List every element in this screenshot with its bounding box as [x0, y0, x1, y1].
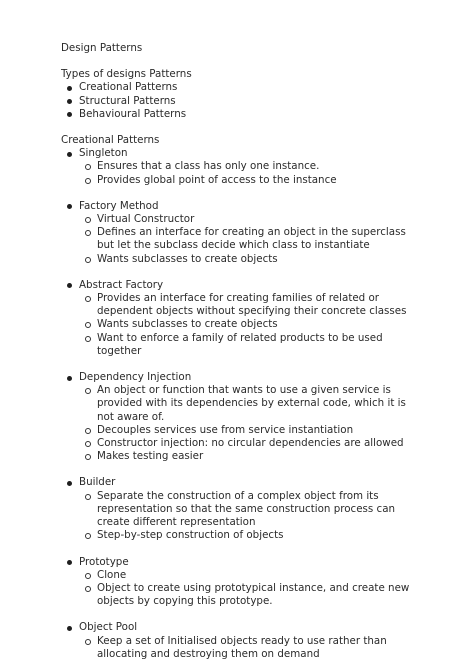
- pattern-prototype: [61, 556, 421, 609]
- pattern-points: [79, 635, 421, 661]
- point-text: Provides an interface for creating families of related or dependent objects without specifying their concrete classes: [97, 292, 407, 318]
- list-item: [79, 569, 421, 582]
- list-item: [79, 174, 421, 187]
- point-text: Object to create using prototypical instance, and create new objects by copying this prototype.: [97, 581, 410, 608]
- pattern-name: Prototype: [79, 555, 129, 568]
- types-heading: Types of designs Patterns: [61, 68, 192, 81]
- list-item: [61, 95, 421, 108]
- point-text: Defines an interface for creating an object in the superclass but let the subclass decide which class to instantiate: [97, 226, 406, 252]
- list-item: [61, 81, 421, 94]
- point-text: Wants subclasses to create objects: [97, 252, 278, 265]
- hollow-bullet-icon: [85, 164, 91, 170]
- point-text: Ensures that a class has only one instance.: [97, 160, 320, 173]
- pattern-abstract-factory: [61, 279, 421, 358]
- pattern-points: [79, 213, 421, 266]
- list-item: [79, 450, 421, 463]
- list-item: [79, 292, 421, 318]
- hollow-bullet-icon: [85, 639, 91, 645]
- pattern-points: [79, 569, 421, 609]
- point-text: Want to enforce a family of related products to be used together: [97, 331, 383, 357]
- list-item: [79, 635, 421, 661]
- document-content: [61, 42, 421, 661]
- pattern-points: [79, 160, 421, 186]
- point-text: Decouples services use from service instantiation: [97, 423, 354, 436]
- hollow-bullet-icon: [85, 178, 91, 184]
- bullet-icon: [67, 204, 72, 209]
- hollow-bullet-icon: [85, 533, 91, 539]
- pattern-name: Factory Method: [79, 199, 159, 212]
- hollow-bullet-icon: [85, 257, 91, 263]
- point-text: Wants subclasses to create objects: [97, 318, 278, 331]
- point-text: Constructor injection: no circular dependencies are allowed: [97, 437, 404, 450]
- hollow-bullet-icon: [85, 336, 91, 342]
- hollow-bullet-icon: [85, 454, 91, 460]
- document-title: Design Patterns: [61, 42, 143, 54]
- hollow-bullet-icon: [85, 388, 91, 394]
- bullet-icon: [67, 112, 72, 117]
- list-item: [79, 253, 421, 266]
- hollow-bullet-icon: [85, 296, 91, 302]
- pattern-points: [79, 384, 421, 463]
- list-item: [79, 424, 421, 437]
- list-item: [79, 384, 421, 424]
- type-label: Creational Patterns: [79, 81, 178, 94]
- list-item: [79, 318, 421, 331]
- bullet-icon: [67, 560, 72, 565]
- pattern-object-pool: [61, 621, 421, 661]
- list-item: [79, 160, 421, 173]
- list-item: [61, 108, 421, 121]
- point-text: Step-by-step construction of objects: [97, 529, 284, 542]
- pattern-points: [79, 490, 421, 543]
- bullet-icon: [67, 86, 72, 91]
- list-item: [79, 529, 421, 542]
- type-label: Behavioural Patterns: [79, 107, 187, 120]
- bullet-icon: [67, 99, 72, 104]
- point-text: Provides global point of access to the instance: [97, 173, 337, 186]
- pattern-name: Dependency Injection: [79, 371, 192, 384]
- pattern-name: Singleton: [79, 147, 128, 160]
- list-item: [79, 490, 421, 530]
- list-item: [79, 582, 421, 608]
- hollow-bullet-icon: [85, 573, 91, 579]
- creational-patterns-list: [61, 147, 421, 661]
- list-item: [79, 213, 421, 226]
- pattern-dependency-injection: [61, 371, 421, 463]
- point-text: An object or function that wants to use a given service is provided with its dependencies by external code, which it is not aware of.: [97, 384, 406, 423]
- point-text: Keep a set of Initialised objects ready to use rather than allocating and destroying them on demand: [97, 634, 387, 660]
- hollow-bullet-icon: [85, 494, 91, 500]
- pattern-name: Builder: [79, 476, 116, 489]
- point-text: Makes testing easier: [97, 450, 204, 463]
- type-label: Structural Patterns: [79, 94, 176, 107]
- pattern-factory-method: [61, 200, 421, 266]
- hollow-bullet-icon: [85, 441, 91, 447]
- bullet-icon: [67, 626, 72, 631]
- point-text: Virtual Constructor: [97, 213, 195, 226]
- list-item: [79, 437, 421, 450]
- hollow-bullet-icon: [85, 217, 91, 223]
- pattern-singleton: [61, 147, 421, 187]
- list-item: [79, 226, 421, 252]
- list-item: [79, 332, 421, 358]
- pattern-points: [79, 292, 421, 358]
- hollow-bullet-icon: [85, 428, 91, 434]
- types-list: [61, 81, 421, 121]
- bullet-icon: [67, 481, 72, 486]
- hollow-bullet-icon: [85, 230, 91, 236]
- bullet-icon: [67, 283, 72, 288]
- point-text: Separate the construction of a complex object from its representation so that the same construction process can create different representation: [97, 489, 396, 529]
- hollow-bullet-icon: [85, 322, 91, 328]
- pattern-builder: [61, 476, 421, 542]
- pattern-name: Object Pool: [79, 621, 138, 634]
- point-text: Clone: [97, 568, 127, 581]
- bullet-icon: [67, 376, 72, 381]
- pattern-name: Abstract Factory: [79, 278, 164, 291]
- bullet-icon: [67, 152, 72, 157]
- hollow-bullet-icon: [85, 586, 91, 592]
- creational-heading: Creational Patterns: [61, 134, 160, 147]
